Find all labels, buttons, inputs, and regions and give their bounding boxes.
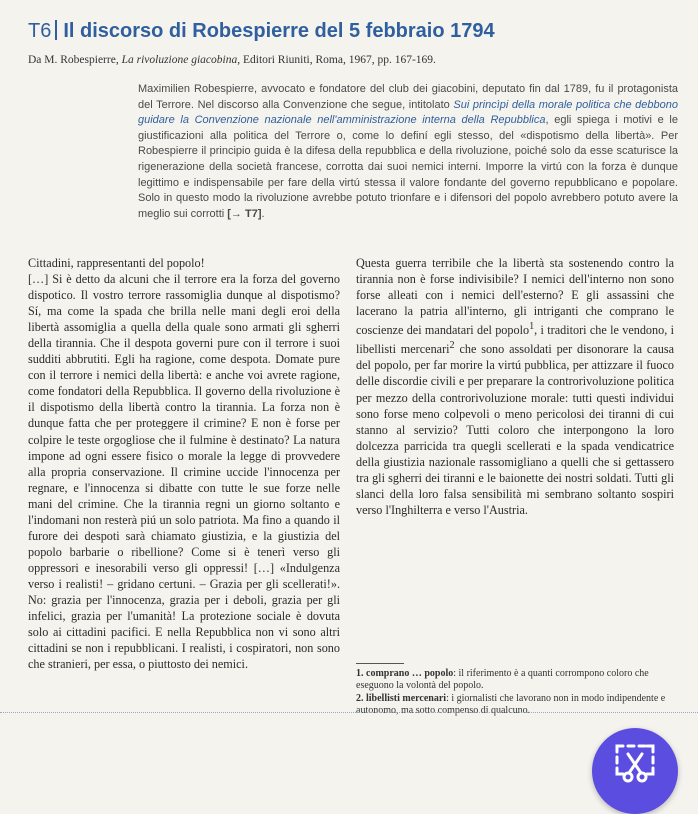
screenshot-cut-button[interactable]: [592, 728, 678, 814]
source-citation: [28, 54, 436, 66]
speech-title: Sui princìpi della morale politica che debbono guidare la Convenzione nazionale nell'amministrazione interna della Repubblica: [138, 98, 679, 127]
speech-text-c: che sono assoldati per disonorare la causa del popolo, per far morire la virtú pubblica, per attizzare il fuoco delle discordie civili e per preparare la controrivoluzione politica per mezzo della controrivoluzione morale: tutti questi individui sono forse meno colpevoli o meno pericolosi dei tiranni di cui stanno al servizio? Tutti coloro che interpongono la loro dolcezza parricida tra quegli scellerati e la spada vendicatrice della giustizia nazionale rassomigliano a quelli che si gettassero tra gli sgherri dei tiranni e le baionette dei nostri soldati. Tutti gli slanci della loro falsa sensibilità mi sembrano soltanto sospiri verso l'Inghilterra e verso l'Austria.: [356, 342, 674, 517]
screenshot-cut-icon: [614, 742, 656, 786]
footnote-marker-1: 1: [529, 321, 535, 333]
cross-reference: [→ T7]: [227, 207, 262, 220]
intro-paragraph: [138, 82, 678, 222]
intro-end: .: [261, 207, 265, 220]
footnotes: [356, 663, 676, 718]
page-title: [28, 20, 495, 43]
intro-text-1: Maximilien Robespierre, avvocato e fondatore del club dei giacobini, deputato fin dal 1789, fu il protagonista del Terrore. Nel discorso alla Convenzione che segue, intitolato: [138, 83, 678, 111]
source-book: La rivoluzione giacobina: [121, 54, 238, 66]
source-prefix: Da M. Robespierre,: [28, 54, 122, 66]
text-code: T6: [28, 20, 52, 42]
salutation: Cittadini, rappresentanti del popolo!: [28, 256, 205, 270]
footnote-rule: [356, 663, 404, 664]
source-suffix: , Editori Riuniti, Roma, 1967, pp. 167-169.: [237, 54, 436, 66]
footnote-1: [356, 668, 676, 691]
title-divider: [55, 20, 57, 40]
speech-text-b: , i traditori che le vendono, i libellisti mercenari: [356, 323, 674, 357]
text-column-left: [28, 255, 340, 672]
footnote-text: : i giornalisti che lavorano non in modo indipendente e autonomo, ma sotto compenso di qualcuno.: [356, 693, 666, 716]
dotted-separator: [0, 712, 698, 713]
speech-paragraph-1: […] Si è detto da alcuni che il terrore era la forza del governo dispotico. Il vostro terrore rassomiglia dunque al dispotismo? Sí, ma come la spada che brilla nelle mani degli eroi della libertà assomiglia a quella della quale sono armati gli sgherri della tirannia. Che il despota governi pure con il terrore i suoi sudditi abbrutiti. Egli ha ragione, come despota. Domate pure con il terrore i nemici della libertà: e anche voi avrete ragione, come fondatori della Repubblica. Il governo della rivoluzione è il dispotismo della libertà contro la tirannia. La forza non è dunque fatta che per proteggere il crimine? E non è forse per colpire le teste orgogliose che il fulmine è destinato? La natura impone ad ogni essere fisico o morale la legge di provvedere alla propria conservazione. Il crimine uccide l'innocenza per regnare, e l'innocenza si dibatte con tutte le sue forze nelle mani del crimine. Che la tirannia regni un giorno soltanto e l'indomani non resterà piú un solo patriota. Ma fino a quando il furore dei despoti sarà chiamato giustizia, e la giustizia del popolo barbarie o ribellione? Come si è tenerì verso gli oppressori e inesorabili verso gli oppressi! […] «Indulgenza verso i realisti! – gridano certuni. – Grazia per gli scellerati!». No: grazia per l'innocenza, grazia per i deboli, grazia per gli infelici, grazia per l'umanità! La protezione sociale è dovuta solo ai cittadini pacifici. E nella Repubblica non vi sono altri cittadini se non i repubblicani. I realisti, i cospiratori, non sono che stranieri, per essa, o piuttosto dei nemici.: [28, 272, 340, 672]
footnote-term: 1. comprano … popolo: [356, 668, 454, 679]
title-text: Il discorso di Robespierre del 5 febbraio 1794: [63, 20, 495, 42]
speech-text-a: Questa guerra terribile che la libertà sta sostenendo contro la tirannia non è forse indivisibile? I nemici dell'interno non sono forse alleati con i nemici dell'esterno? E gli assassini che lacerano la patria all'interno, gli intriganti che comprano le coscienze dei mandatari del popolo: [356, 256, 674, 338]
footnote-text: : il riferimento è a quanti corrompono coloro che eseguono la volontà del popolo.: [356, 668, 649, 691]
footnote-term: 2. libellisti mercenari: [356, 693, 447, 704]
intro-text-2: , egli spiega i motivi e le giustificazioni alla politica del Terrore o, come lo definí egli stesso, del «dispotismo della libertà». Per Robespierre il principio guida è la difesa della repubblica e della rivoluzione, poiché solo da esse scaturisce la rigenerazione della società francese, corrotta dai suoi nemici interni. Imporre la virtú con la forza è dunque legittimo e indispensabile per fare della virtú stessa il valore fondante del governo repubblicano e popolare. Solo in questo modo la rivoluzione avrebbe potuto trionfare e i difensori del popolo avrebbero potuto avere la meglio sui corrotti: [138, 114, 678, 220]
footnote-marker-2: 2: [449, 340, 455, 352]
speech-paragraph-2: [356, 255, 674, 518]
text-column-right: [356, 255, 674, 518]
